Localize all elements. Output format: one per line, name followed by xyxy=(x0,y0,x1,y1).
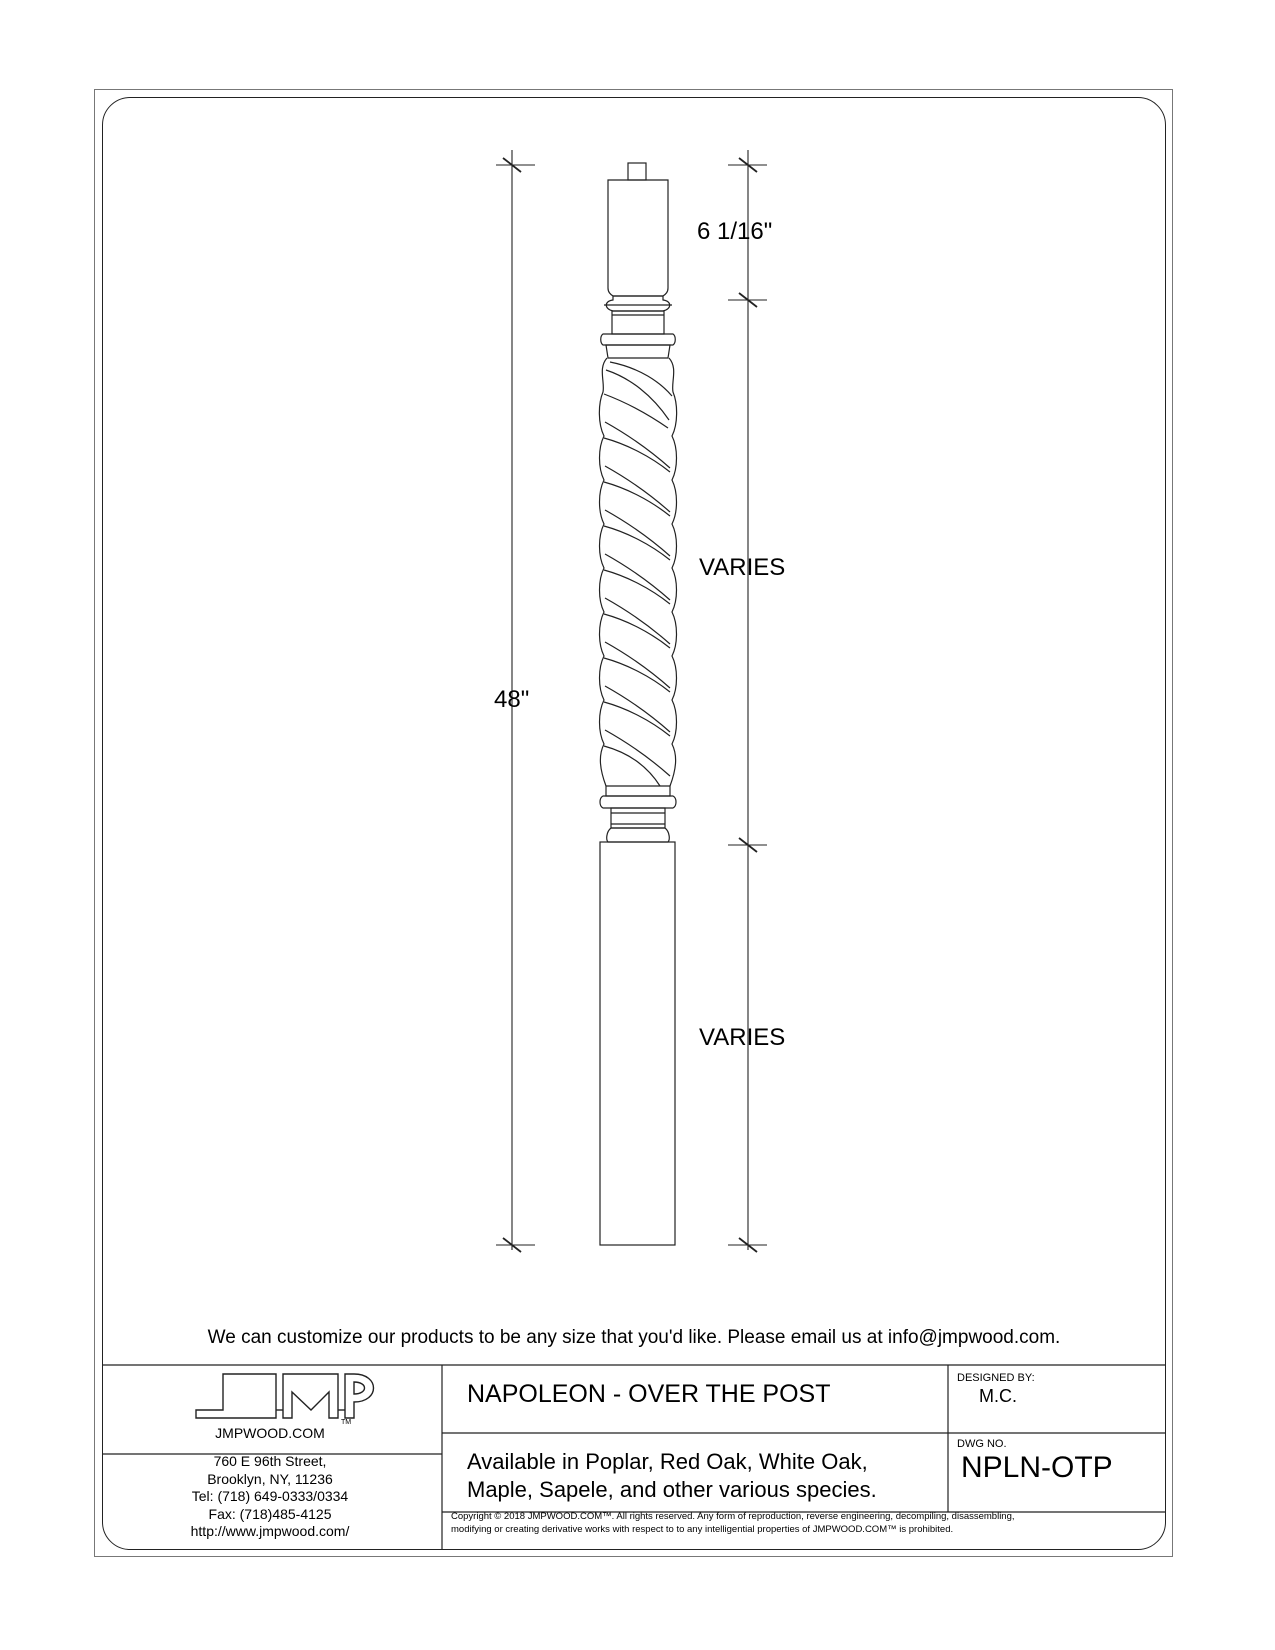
designed-by-value: M.C. xyxy=(979,1386,1017,1406)
dwg-no-label: DWG NO. xyxy=(957,1438,1007,1450)
logo-caption: JMPWOOD.COM xyxy=(215,1425,325,1441)
address-line: 760 E 96th Street, xyxy=(213,1453,327,1469)
section-dimension-line xyxy=(728,150,767,1252)
copyright-notice xyxy=(451,1510,1015,1536)
twist-section-dimension-label: VARIES xyxy=(699,554,786,581)
dwg-no-value: NPLN-OTP xyxy=(961,1451,1113,1484)
address-line: Brooklyn, NY, 11236 xyxy=(207,1470,333,1487)
phone-line: Tel: (718) 649-0333/0334 xyxy=(191,1488,349,1504)
jmp-logo xyxy=(196,1374,374,1418)
availability-line: Available in Poplar, Red Oak, White Oak, xyxy=(467,1449,868,1474)
top-block-dimension-label: 6 1/16" xyxy=(697,218,773,245)
customization-notice: We can customize our products to be any size that you'd like. Please email us at info@jmpwood.com. xyxy=(207,1327,1061,1348)
post-outline xyxy=(599,163,676,1245)
bottom-block-dimension-label: VARIES xyxy=(699,1024,786,1051)
product-name: NAPOLEON - OVER THE POST xyxy=(467,1380,831,1408)
website-link[interactable]: http://www.jmpwood.com/ xyxy=(190,1523,350,1539)
company-address xyxy=(102,1453,438,1541)
availability-note xyxy=(467,1448,877,1504)
fax-line: Fax: (718)485-4125 xyxy=(208,1505,332,1522)
availability-line: Maple, Sapele, and other various species. xyxy=(467,1477,877,1502)
trademark-mark: TM xyxy=(341,1419,352,1426)
copyright-line: Copyright © 2018 JMPWOOD.COM™. All rights reserved. Any form of reproduction, reverse engineering, decompiling, disassembling, xyxy=(451,1511,1015,1522)
copyright-line: modifying or creating derivative works with respect to to any intelligential properties of JMPWOOD.COM™ is prohibited. xyxy=(451,1524,954,1535)
overall-dimension-label: 48" xyxy=(494,686,530,713)
designed-by-label: DESIGNED BY: xyxy=(957,1372,1035,1384)
